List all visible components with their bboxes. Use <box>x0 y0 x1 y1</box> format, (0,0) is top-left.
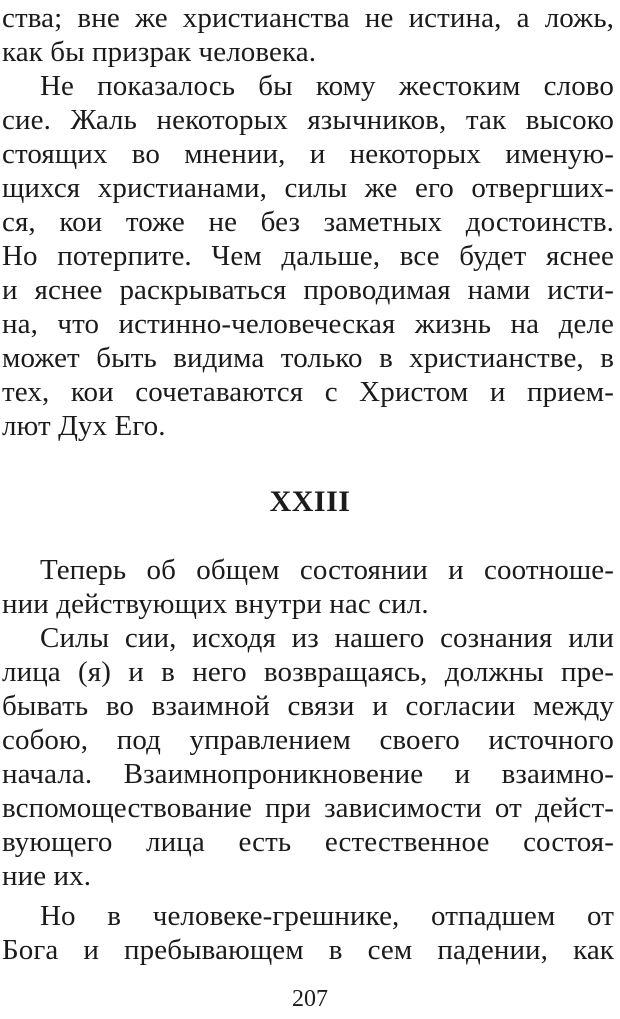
text-line: бывать во взаимной связи и согласии между <box>2 690 614 722</box>
text-line: ся, кои тоже не без заметных достоинств. <box>2 206 614 238</box>
text-line: Теперь об общем состоянии и соотноше- <box>40 554 614 586</box>
text-line: и яснее раскрываться проводимая нами исти- <box>2 274 614 306</box>
text-line: Но потерпите. Чем дальше, все будет яснее <box>2 240 614 272</box>
text-line: Бога и пребывающем в сем падении, как <box>2 934 614 966</box>
page-number: 207 <box>292 986 328 1012</box>
text-line: сие. Жаль некоторых язычников, так высоко <box>2 104 614 136</box>
text-line: тех, кои сочетаваются с Христом и прием- <box>2 376 614 408</box>
section-heading: XXIII <box>269 485 351 518</box>
text-line: вующего лица есть естественное состоя- <box>2 826 614 858</box>
text-line: Силы сии, исходя из нашего сознания или <box>40 622 614 654</box>
text-line: щихся христианами, силы же его отвергших- <box>2 172 614 204</box>
text-line: собою, под управлением своего источного <box>2 724 614 756</box>
text-line: как бы призрак человека. <box>2 36 317 68</box>
text-line: ние их. <box>2 860 92 892</box>
text-line: на, что истинно-человеческая жизнь на деле <box>2 308 614 340</box>
text-line: начала. Взаимнопроникновение и взаимно- <box>2 758 614 790</box>
text-line: Но в человеке-грешнике, отпадшем от <box>40 900 614 932</box>
text-line: стоящих во мнении, и некоторых именую- <box>2 138 614 170</box>
text-line: ства; вне же христианства не истина, а ложь, <box>2 2 614 34</box>
text-line: Не показалось бы кому жестоким слово <box>40 70 614 102</box>
text-line: лют Дух Его. <box>2 410 166 442</box>
text-line: вспомоществование при зависимости от дейст- <box>2 792 614 824</box>
text-line: может быть видима только в христианстве, в <box>2 342 614 374</box>
text-line: нии действующих внутри нас сил. <box>2 588 429 620</box>
text-line: лица (я) и в него возвращаясь, должны пре- <box>2 656 614 688</box>
